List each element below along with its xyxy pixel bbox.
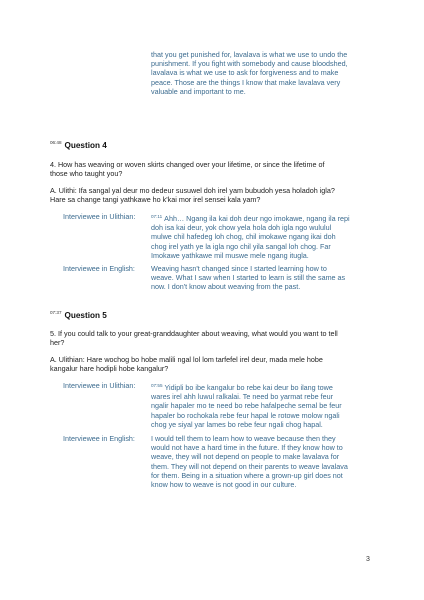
question-4-title: Question 4 — [64, 141, 107, 150]
row-text: I would tell them to learn how to weave because then they would not have a hard time in the future. If they know how to weave, they will not depend on people to make lavalava for them. They will not depend on their parents to weave lavalava for them. Being in a situation where a grown-up girl does not know how to weave is not good in our culture. — [151, 434, 348, 490]
row-label: Interviewee in Ulithian: — [63, 381, 136, 390]
row-text: Weaving hasn't changed since I started learning how to weave. What I saw when I started to learn is still the same as now. I don't know about weaving from the past. — [151, 264, 346, 292]
question-4-ulithian-answer: A. Ulithi: Ifa sangal yal deur mo dedeur susuwel doh irel yam bubudoh yesa holadoh igla? Hare sa change tangi yathkawe ho k'kai mor irel sensei kala yam? — [50, 186, 335, 205]
previous-answer-continuation: that you get punished for, lavalava is what we use to undo the punishment. If you fight with somebody and cause bloodshed, lavalava is what we use to ask for forgiveness and to make peace. Those are the things I know that make lavalava very valuable and important to me. — [151, 50, 348, 96]
question-4-timestamp: 06:48 — [50, 140, 62, 145]
row-content — [151, 381, 383, 429]
row-label: Interviewee in English: — [63, 264, 135, 273]
row-timestamp: 07:11 — [151, 214, 163, 219]
row-timestamp: 07:55 — [151, 383, 163, 388]
question-5-heading — [50, 310, 107, 320]
question-5-ulithian-answer: A. Ulithian: Hare wochog bo hobe malili ngal lol lom tarfefel irel deur, mada mele hobe kangalur hare hodipli hobe kangalur? — [50, 355, 323, 374]
question-4-heading — [50, 140, 107, 150]
question-4-text: 4. How has weaving or woven skirts changed over your lifetime, or since the lifetime of those who taught you? — [50, 160, 325, 179]
question-5-text: 5. If you could talk to your great-granddaughter about weaving, what would you want to tell her? — [50, 329, 338, 348]
page-number: 3 — [366, 556, 370, 563]
row-text: Yidipli bo ibe kangalur bo rebe kai deur bo ilang towe wares irel ahh luwul ralkalai. Te need bo yarmat rebe feur ngalir hapaler mo te need bo rebe hafalpeche semal be feur hapaler bo rochokala rebe feur hapal le rotowe molow ngali chog ye siyal yar lames bo rebe feur ngali chog hapal. — [151, 383, 342, 429]
question-5-timestamp: 07:37 — [50, 310, 62, 315]
row-text: Ahh… Ngang ila kai doh deur ngo imokawe, ngang ila repi doh isa kai deur, yok chow yela hola doh igla ngo wululul mulwe chil hafedeg loh chog, chil imokawe ngang ikai doh chog irel yath ye la igla ngo chil yila sangal loh chog. Far Imokawe yathkawe mil muswe mele ngang itugla. — [151, 214, 350, 260]
question-5-title: Question 5 — [64, 311, 107, 320]
row-label: Interviewee in Ulithian: — [63, 212, 136, 221]
row-content — [151, 212, 383, 260]
row-label: Interviewee in English: — [63, 434, 135, 443]
